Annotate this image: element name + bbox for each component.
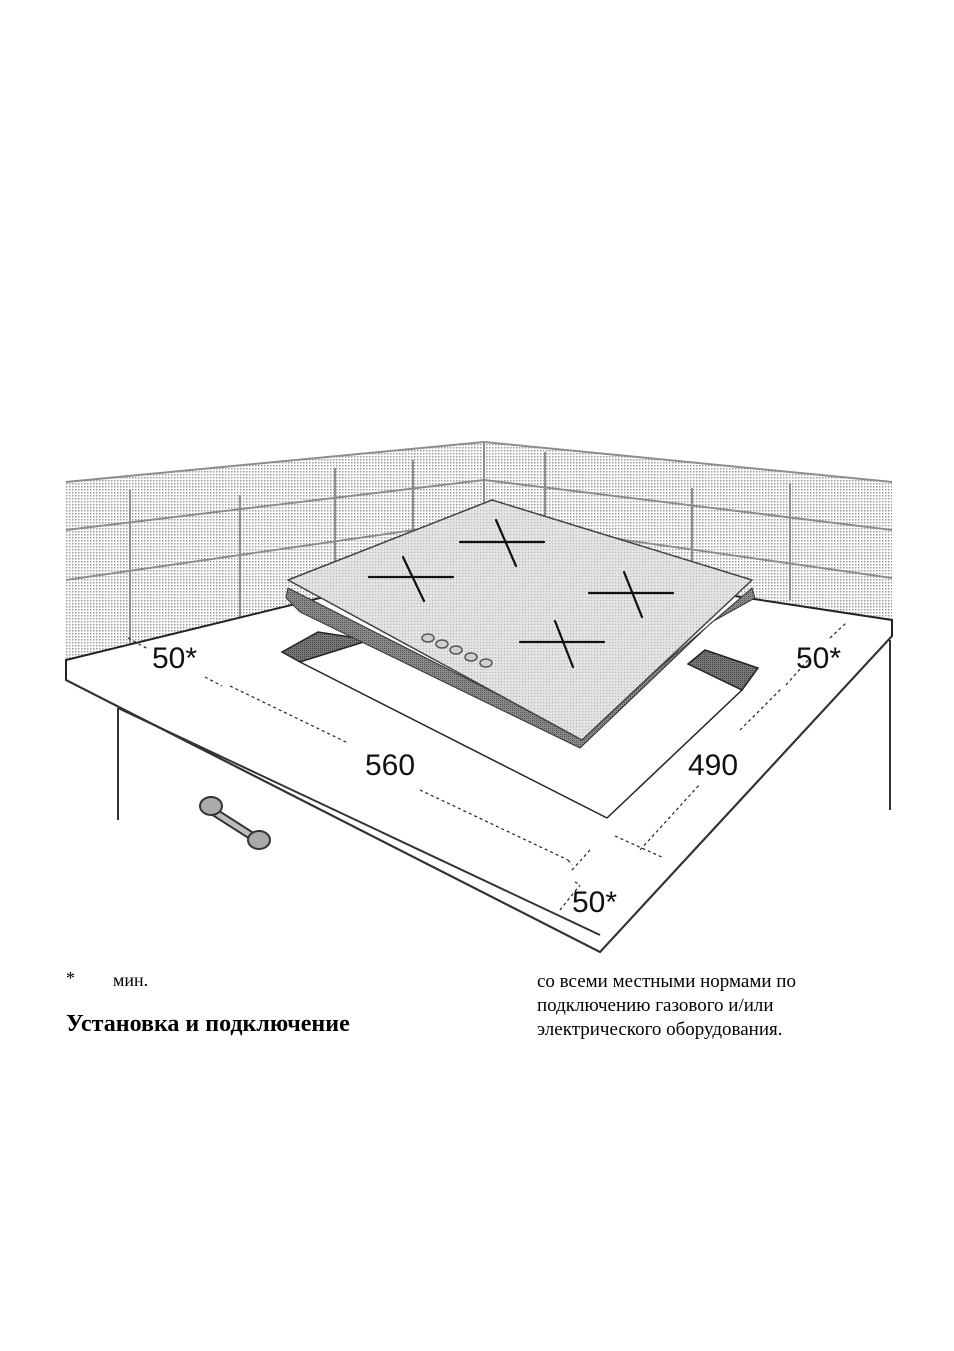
footnote-text: мин.	[113, 970, 149, 990]
dim-left-clearance: 50*	[152, 642, 198, 675]
body-line: со всеми местными нормами по	[537, 971, 796, 992]
dim-front-clearance: 50*	[572, 886, 618, 919]
body-line: электрического оборудования.	[537, 1019, 783, 1040]
dim-cutout-width: 560	[365, 749, 416, 782]
section-heading: Установка и подключение	[66, 1011, 350, 1037]
footnote-mark: *	[66, 968, 75, 988]
dim-right-clearance: 50*	[796, 642, 842, 675]
dim-cutout-depth: 490	[688, 749, 739, 782]
body-paragraph	[537, 970, 917, 1042]
body-line: подключению газового и/или	[537, 995, 774, 1016]
drawer-handle-icon	[200, 797, 270, 849]
